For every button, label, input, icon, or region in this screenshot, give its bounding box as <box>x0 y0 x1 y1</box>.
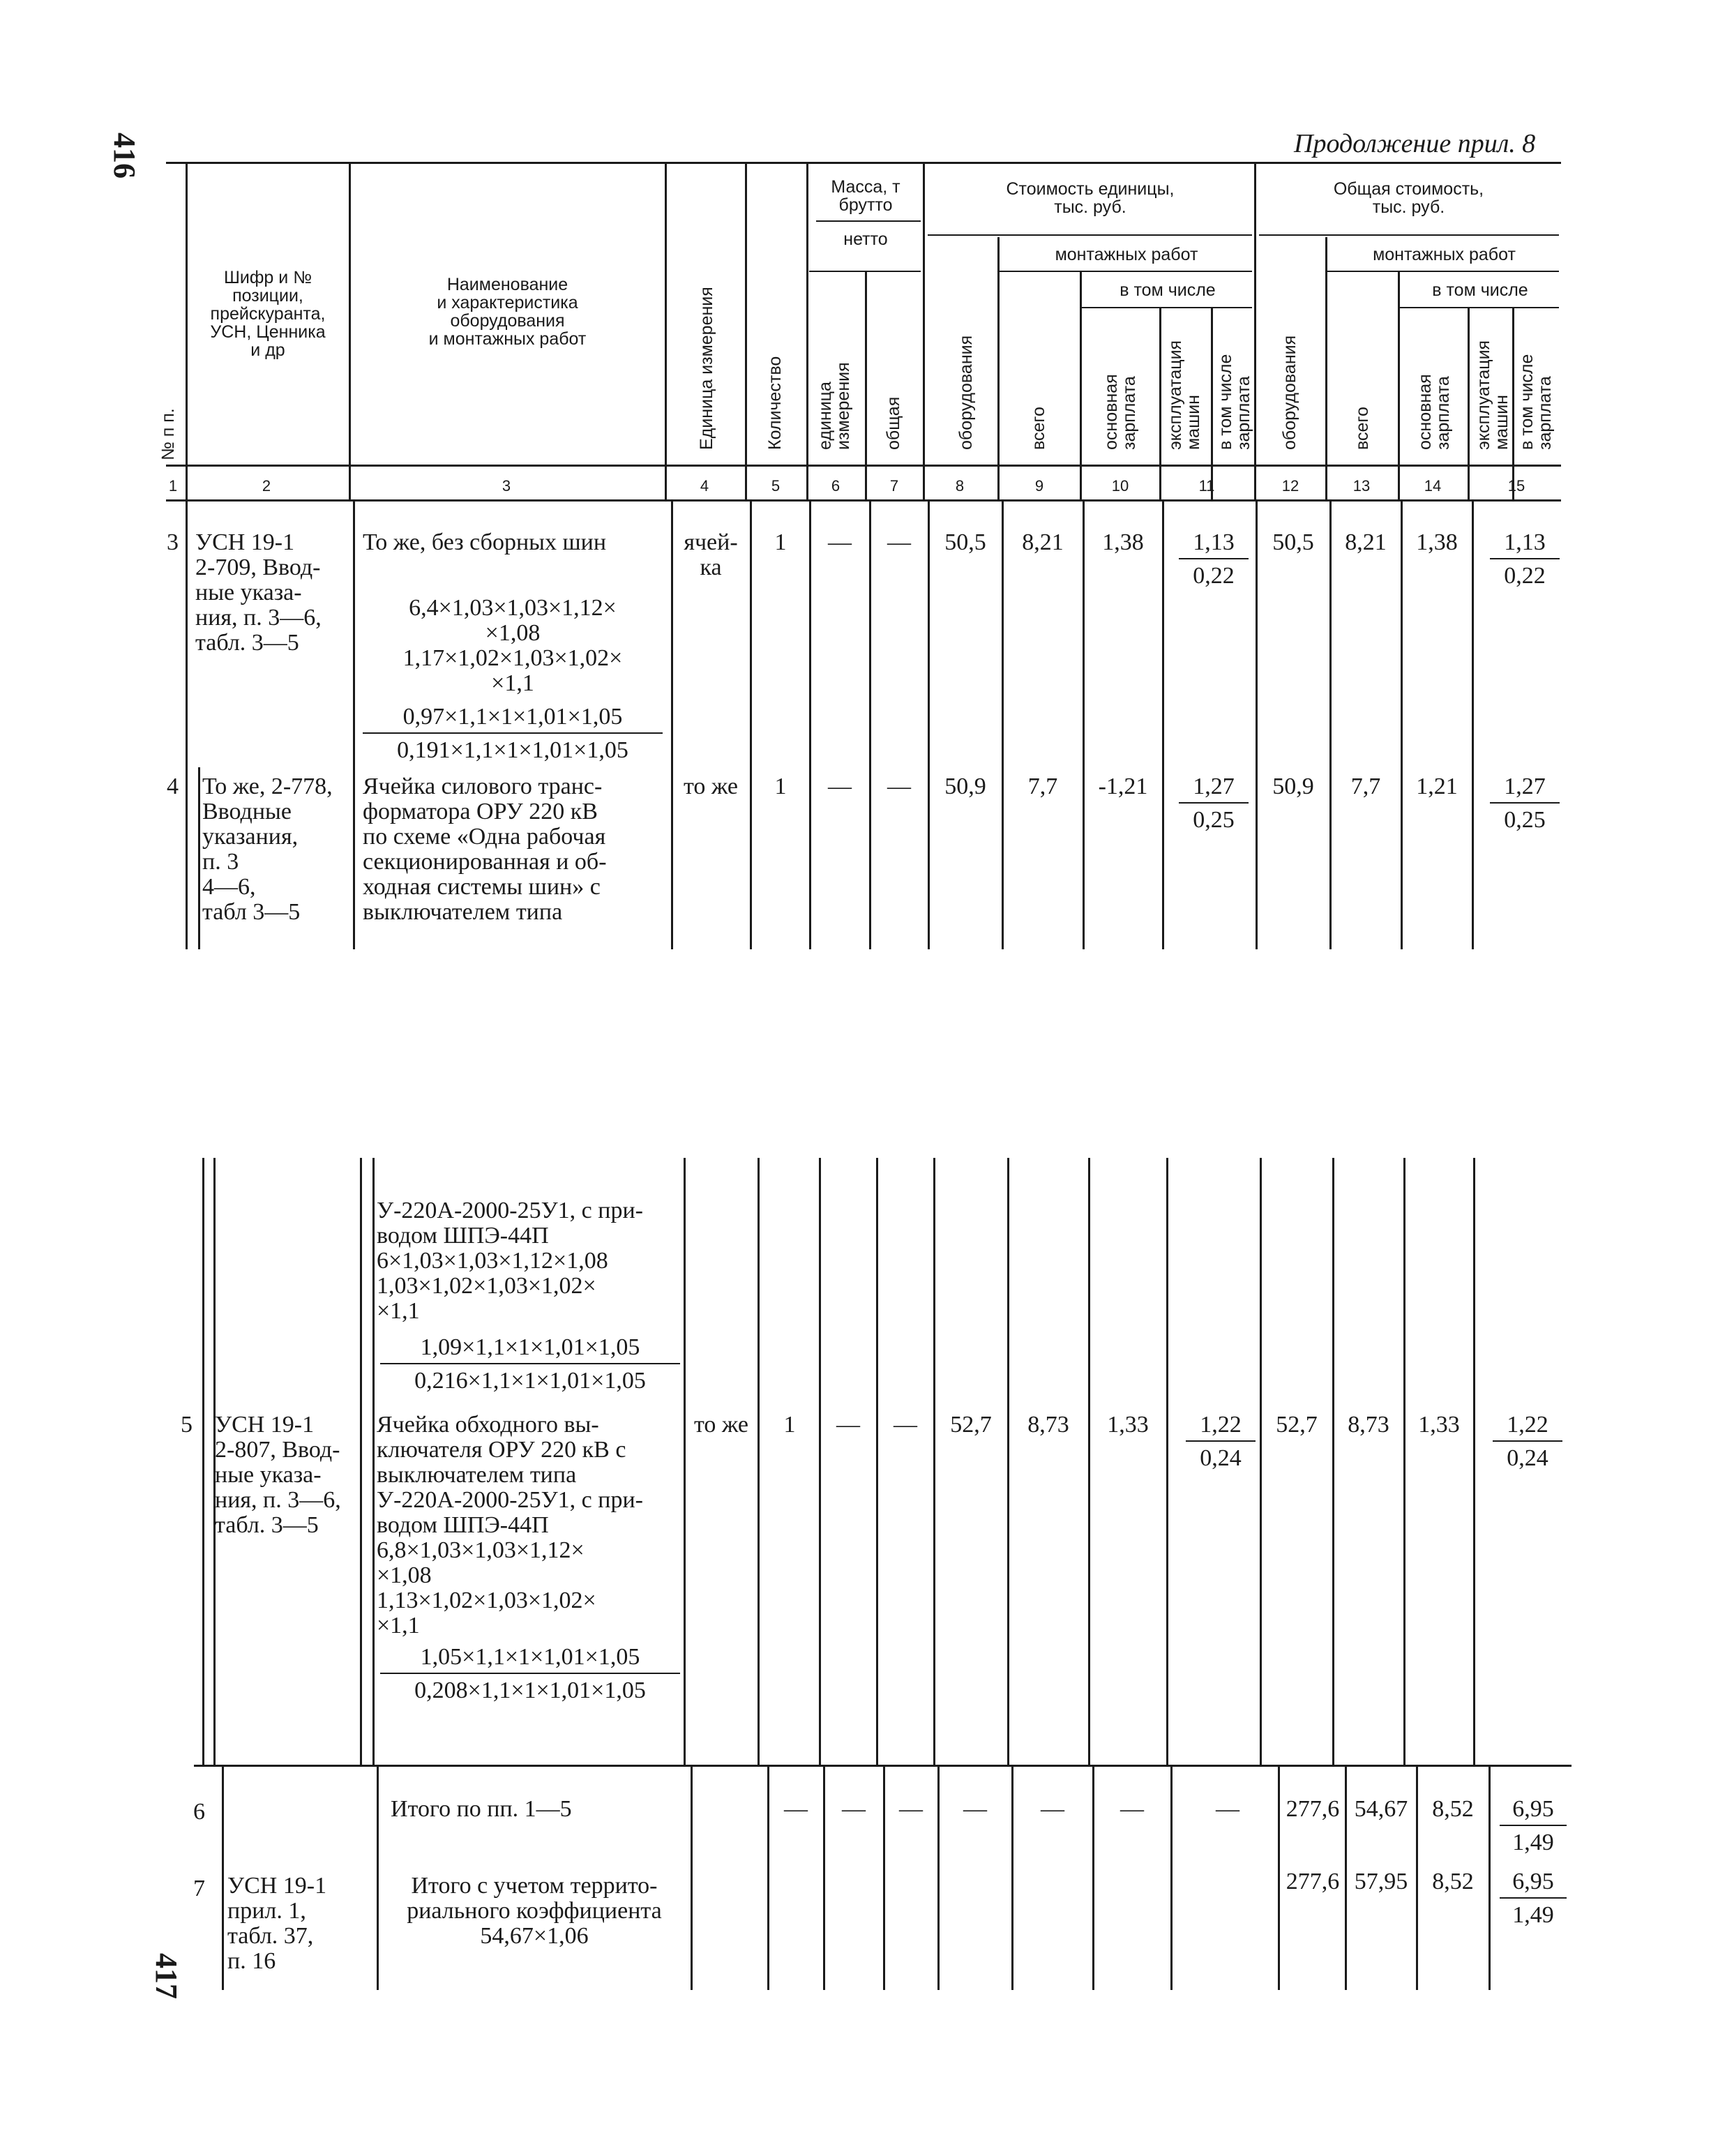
row4-c11 <box>1179 774 1249 833</box>
row5-c15-num: 1,22 <box>1507 1412 1548 1438</box>
row3-c11-den: 0,22 <box>1193 563 1235 589</box>
header-vline <box>1159 307 1161 499</box>
row4-number: 4 <box>167 774 179 799</box>
col-number: 11 <box>1198 477 1215 495</box>
row4-cont-num: 1,09×1,1×1×1,01×1,05 <box>420 1334 640 1360</box>
header-col13: всего <box>1352 407 1372 450</box>
row5-c9: 8,73 <box>1027 1412 1069 1438</box>
row4-c14: 1,21 <box>1416 774 1458 799</box>
header-vline <box>1398 272 1400 499</box>
header-col15a: эксплуатация машин <box>1474 340 1512 450</box>
header-total-incl: в том числе <box>1432 280 1528 300</box>
row6-name: Итого по пп. 1—5 <box>391 1796 572 1822</box>
header-subrule <box>999 271 1252 272</box>
header-subrule <box>1327 271 1559 272</box>
row5-mass-unit: — <box>836 1412 860 1438</box>
row3-qty: 1 <box>774 529 787 555</box>
header-vline <box>1254 162 1256 499</box>
row6-dash-7: — <box>842 1796 866 1822</box>
header-subrule <box>816 220 921 222</box>
fraction-bar <box>380 1673 680 1674</box>
fraction-bar <box>1490 558 1560 559</box>
row5-number: 5 <box>181 1412 193 1438</box>
header-vline <box>1080 272 1082 499</box>
header-vline <box>1325 237 1327 499</box>
header-col1: № п п. <box>158 408 178 460</box>
header-total-mount: монтажных работ <box>1373 245 1516 264</box>
row4-cont-den: 0,216×1,1×1×1,01×1,05 <box>414 1368 646 1394</box>
body-vline <box>1329 499 1332 949</box>
header-col3: Наименование и характеристика оборудования и монтажных работ <box>428 275 587 349</box>
body-vline <box>1002 499 1004 949</box>
row7-c15-den: 1,49 <box>1512 1902 1554 1928</box>
row7-c14: 8,52 <box>1432 1869 1474 1894</box>
totals-vline <box>1488 1767 1491 1990</box>
row5-formula-den: 0,208×1,1×1×1,01×1,05 <box>414 1678 646 1703</box>
row3-c9: 8,21 <box>1022 529 1064 555</box>
fraction-bar <box>380 1363 680 1364</box>
header-vline <box>1468 307 1470 499</box>
col-number: 2 <box>262 477 271 495</box>
row5-c12: 52,7 <box>1276 1412 1318 1438</box>
header-col12: оборудования <box>1280 335 1299 450</box>
row7-c12: 277,6 <box>1286 1869 1340 1894</box>
totals-vline <box>377 1767 379 1990</box>
row5-c15-den: 0,24 <box>1507 1445 1548 1471</box>
col-number: 3 <box>502 477 511 495</box>
col-number: 14 <box>1424 477 1442 495</box>
row5-formula-num: 1,05×1,1×1×1,01×1,05 <box>420 1644 640 1670</box>
row6-dash-9: — <box>1041 1796 1064 1822</box>
row3-c15-den: 0,22 <box>1504 563 1546 589</box>
row6-dash-6: — <box>784 1796 808 1822</box>
row5-c11-den: 0,24 <box>1200 1445 1242 1471</box>
header-subrule <box>1081 307 1252 308</box>
row6-c15 <box>1500 1797 1567 1855</box>
header-col10: основная зарплата <box>1101 374 1139 450</box>
row4-name: Ячейка силового транс- форматора ОРУ 220 кВ по схеме «Одна рабочая секционированная и об- ходная системы шин» с выключателем типа <box>363 774 607 925</box>
totals-vline <box>1092 1767 1094 1990</box>
header-vline <box>806 162 808 499</box>
row3-unit: ячей- ка <box>684 529 738 580</box>
row5-c8: 52,7 <box>950 1412 992 1438</box>
header-subrule <box>1399 307 1559 308</box>
body-vline <box>1473 1158 1475 1765</box>
row6-dash-8: — <box>963 1796 987 1822</box>
row5-code: УСН 19-1 2-807, Ввод- ные указа- ния, п. 3—6, табл. 3—5 <box>215 1412 341 1538</box>
row5-c11 <box>1186 1412 1256 1471</box>
fraction-bar <box>1490 802 1560 804</box>
body-vline <box>1472 499 1474 949</box>
header-col11b: в том числе зарплата <box>1216 354 1253 450</box>
row3-formula-fraction <box>363 704 663 763</box>
body-vline <box>1166 1158 1168 1765</box>
totals-vline <box>937 1767 940 1990</box>
row3-formula: 6,4×1,03×1,03×1,12× ×1,08 1,17×1,02×1,03×1,02× ×1,1 <box>402 595 623 696</box>
row4-mass-unit: — <box>828 774 852 799</box>
row5-unit: то же <box>693 1412 749 1438</box>
row4-c15-num: 1,27 <box>1504 774 1546 799</box>
row4-c9: 7,7 <box>1027 774 1058 799</box>
row6-c15-num: 6,95 <box>1512 1796 1554 1822</box>
row3-c11-num: 1,13 <box>1193 529 1235 555</box>
row5-c13: 8,73 <box>1348 1412 1389 1438</box>
body-vline <box>1401 499 1403 949</box>
header-vline <box>865 272 867 499</box>
row3-c10: 1,38 <box>1102 529 1144 555</box>
row3-c15 <box>1490 530 1560 589</box>
row4-c11-den: 0,25 <box>1193 807 1235 833</box>
row5-c10: 1,33 <box>1107 1412 1149 1438</box>
fraction-bar <box>363 732 663 734</box>
body-vline <box>876 1158 878 1765</box>
header-col5: Количество <box>765 356 785 450</box>
body-vline <box>1162 499 1164 949</box>
row6-c12: 277,6 <box>1286 1796 1340 1822</box>
header-vline <box>186 162 188 499</box>
row3-number: 3 <box>167 529 179 555</box>
row7-c15 <box>1500 1869 1567 1928</box>
row3-c15-num: 1,13 <box>1504 529 1546 555</box>
col-number: 12 <box>1281 477 1299 495</box>
row4-c8: 50,9 <box>944 774 986 799</box>
body-vline <box>750 499 752 949</box>
fraction-bar <box>1500 1825 1567 1826</box>
row7-name: Итого с учетом террито- риального коэффициента 54,67×1,06 <box>407 1873 662 1949</box>
totals-vline <box>1416 1767 1418 1990</box>
left-page-number: 416 <box>107 133 142 179</box>
row7-c15-num: 6,95 <box>1512 1869 1554 1894</box>
body-vline <box>684 1158 686 1765</box>
row3-c11 <box>1179 530 1249 589</box>
continuation-title: Продолжение прил. 8 <box>1294 129 1536 158</box>
body-vline <box>372 1158 375 1765</box>
row6-c14: 8,52 <box>1432 1796 1474 1822</box>
header-col2: Шифр и № позиции, прейскуранта, УСН, Ценника и др <box>210 268 326 360</box>
col-number: 7 <box>889 477 899 495</box>
row3-formula-den: 0,191×1,1×1×1,01×1,05 <box>397 737 628 763</box>
header-col7: общая <box>884 396 903 450</box>
body-vline <box>933 1158 935 1765</box>
row7-c13: 57,95 <box>1354 1869 1408 1894</box>
row3-name: То же, без сборных шин <box>363 529 607 555</box>
col-number: 9 <box>1034 477 1044 495</box>
header-col8: оборудования <box>956 335 976 450</box>
row3-mass-unit: — <box>828 529 852 555</box>
header-subrule <box>928 234 1252 236</box>
row3-c14: 1,38 <box>1416 529 1458 555</box>
row4-code: То же, 2-778, Вводные указания, п. 3 4—6, табл 3—5 <box>202 774 333 925</box>
row6-dash-11: — <box>1216 1796 1239 1822</box>
body-vline <box>809 499 811 949</box>
header-vline <box>349 162 351 499</box>
row6-c13: 54,67 <box>1354 1796 1408 1822</box>
header-subrule <box>1259 234 1559 236</box>
row3-c13: 8,21 <box>1345 529 1387 555</box>
row5-formula-fraction <box>380 1645 680 1703</box>
body-vline <box>869 499 871 949</box>
row4-mass-total: — <box>887 774 911 799</box>
body-vline <box>1256 499 1258 949</box>
row6-dash-8a: — <box>899 1796 923 1822</box>
row6-dash-10: — <box>1120 1796 1144 1822</box>
fraction-bar <box>1179 802 1249 804</box>
row3-c12: 50,5 <box>1272 529 1314 555</box>
totals-vline <box>1170 1767 1173 1990</box>
row4-c13: 7,7 <box>1350 774 1381 799</box>
header-unit-incl: в том числе <box>1120 280 1216 300</box>
row4-cont-text: У-220А-2000-25У1, с при- водом ШПЭ-44П 6×1,03×1,03×1,12×1,08 1,03×1,02×1,03×1,02× ×1,1 <box>377 1198 643 1324</box>
row3-c8: 50,5 <box>944 529 986 555</box>
header-vline <box>1512 307 1514 499</box>
header-total-cost-group: Общая стоимость, тыс. руб. <box>1333 179 1484 217</box>
number-row-rule <box>166 499 1561 502</box>
col-number: 8 <box>955 477 965 495</box>
totals-vline <box>222 1767 224 1990</box>
header-vline <box>1211 307 1213 499</box>
row4-c15 <box>1490 774 1560 833</box>
col-number: 6 <box>831 477 841 495</box>
header-col11a: эксплуатация машин <box>1166 340 1203 450</box>
header-vline <box>997 237 1000 499</box>
row4-c12: 50,9 <box>1272 774 1314 799</box>
body-vline <box>186 499 188 949</box>
row7-code: УСН 19-1 прил. 1, табл. 37, п. 16 <box>227 1873 327 1974</box>
fraction-bar <box>1179 558 1249 559</box>
body-vline <box>928 499 930 949</box>
body-vline <box>198 767 200 949</box>
col-number: 4 <box>700 477 709 495</box>
totals-vline <box>767 1767 769 1990</box>
header-top-rule <box>166 162 1561 164</box>
header-subrule <box>809 271 921 272</box>
header-vline <box>745 162 747 499</box>
fraction-bar <box>1186 1440 1256 1442</box>
header-col15b: в том числе зарплата <box>1517 354 1555 450</box>
row5-c14: 1,33 <box>1418 1412 1460 1438</box>
row4-c10: -1,21 <box>1098 774 1148 799</box>
header-unit-cost-group: Стоимость единицы, тыс. руб. <box>1006 179 1175 217</box>
header-col6: единица измерения <box>815 362 853 450</box>
row5-mass-total: — <box>894 1412 917 1438</box>
body-vline <box>1007 1158 1009 1765</box>
row6-number: 6 <box>193 1799 205 1825</box>
totals-vline <box>883 1767 885 1990</box>
row5-c11-num: 1,22 <box>1200 1412 1242 1438</box>
header-unit-mount: монтажных работ <box>1055 245 1198 264</box>
row3-code: УСН 19-1 2-709, Ввод- ные указа- ния, п. 3—6, табл. 3—5 <box>195 529 322 656</box>
body-vline <box>1088 1158 1090 1765</box>
row7-number: 7 <box>193 1876 205 1901</box>
body-vline <box>1403 1158 1405 1765</box>
header-bottom-rule <box>166 465 1561 467</box>
row5-c15 <box>1493 1412 1562 1471</box>
header-col9: всего <box>1029 407 1048 450</box>
header-vline <box>923 162 925 499</box>
totals-vline <box>1011 1767 1013 1990</box>
header-col4: Единица измерения <box>697 287 716 450</box>
right-page-number: 417 <box>149 1953 183 1999</box>
body-vline <box>757 1158 760 1765</box>
body-vline <box>1332 1158 1334 1765</box>
body-vline <box>360 1158 362 1765</box>
col-number: 5 <box>771 477 781 495</box>
row4-unit: то же <box>683 774 739 799</box>
totals-vline <box>823 1767 825 1990</box>
row3-mass-total: — <box>887 529 911 555</box>
col-number: 10 <box>1111 477 1129 495</box>
col-number: 1 <box>168 477 178 495</box>
header-col14: основная зарплата <box>1415 374 1453 450</box>
row5-qty: 1 <box>783 1412 796 1438</box>
fraction-bar <box>1500 1897 1567 1899</box>
row4-cont-fraction <box>380 1335 680 1394</box>
row4-c15-den: 0,25 <box>1504 807 1546 833</box>
header-mass-group: Масса, т брутто <box>831 177 900 215</box>
totals-vline <box>691 1767 693 1990</box>
body-vline <box>202 1158 204 1765</box>
header-mass-sub: нетто <box>843 229 888 249</box>
row4-qty: 1 <box>774 774 787 799</box>
row6-c15-den: 1,49 <box>1512 1830 1554 1855</box>
body-vline <box>1260 1158 1262 1765</box>
row4-c11-num: 1,27 <box>1193 774 1235 799</box>
body-vline <box>819 1158 821 1765</box>
col-number: 13 <box>1352 477 1371 495</box>
body-vline <box>1083 499 1085 949</box>
row5-name: Ячейка обходного вы- ключателя ОРУ 220 кВ с выключателем типа У-220А-2000-25У1, с при- водом ШПЭ-44П 6,8×1,03×1,03×1,12× ×1,08 1,13×1,02×1,03×1,02× ×1,1 <box>377 1412 643 1638</box>
header-vline <box>665 162 667 499</box>
fraction-bar <box>1493 1440 1562 1442</box>
col-number: 15 <box>1507 477 1525 495</box>
row3-formula-num: 0,97×1,1×1×1,01×1,05 <box>402 704 623 730</box>
body-vline <box>353 499 355 949</box>
